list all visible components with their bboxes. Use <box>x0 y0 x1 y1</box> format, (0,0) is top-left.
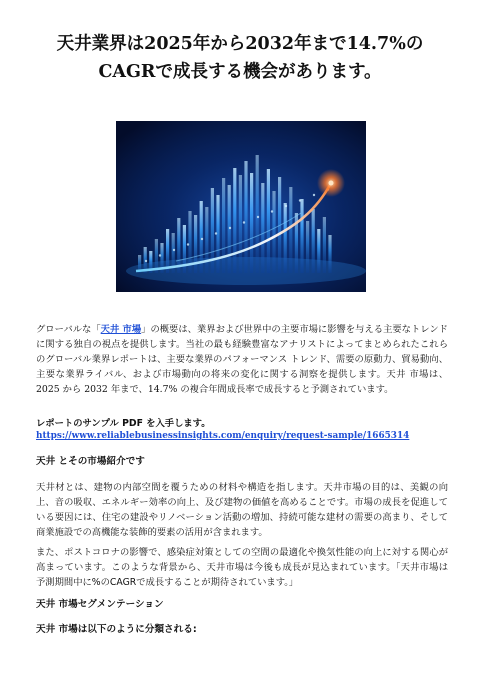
market-link-wrapper[interactable] <box>101 324 141 335</box>
decorative-bar <box>244 161 247 273</box>
title-line-1: 天井業界は2025年から2032年まで14.7%の <box>56 34 424 54</box>
decorative-bar <box>289 187 292 273</box>
cagr-value: 14.7% <box>147 384 178 395</box>
decorative-bar <box>284 203 287 273</box>
intro-prefix: グローバルな「 <box>36 324 101 335</box>
intro-body: 」の概要は、業界および世界中の主要市場に影響を与える主要なトレンドに関する独自の視点を提供します。当社の最も経験豊富なアナリストによってまとめられたこれらのグローバル業界レポートは、主要な業界のパフォーマンス トレンド、需要の原動力、貿易動向、主要な業界ライバル、および市場動向の将来の変化に関する洞察を提供します。天井 市場は、 <box>36 324 448 380</box>
decorative-spark <box>173 249 175 251</box>
decorative-spark <box>243 221 245 223</box>
intro-paragraph <box>36 322 448 397</box>
intro-middle: 年まで、 <box>107 384 148 395</box>
classification-heading: 天井 市場は以下のように分類される: <box>36 624 197 635</box>
decorative-bar <box>250 173 253 273</box>
market-link[interactable]: 天井 市場 <box>100 324 142 335</box>
market-outlook-paragraph: また、ポストコロナの影響で、感染症対策としての空間の最適化や換気性能の向上に対する関心が高まっています。このような背景から、天井市場は今後も成長が見込まれています。「天井市場は予測期間中に%のCAGRで成長することが期待されています。」 <box>36 547 448 588</box>
sample-heading: レポートのサンプル PDF を入手します。 <box>36 418 211 429</box>
intro-suffix: の複合年間成長率で成長すると予測されています。 <box>177 384 394 395</box>
decorative-spark <box>285 205 287 207</box>
decorative-bar <box>317 229 320 273</box>
decorative-bar <box>256 155 259 273</box>
year-start: 2025 <box>36 384 60 395</box>
decorative-bar <box>239 175 242 273</box>
decorative-bar <box>300 199 303 273</box>
decorative-spark <box>271 210 273 212</box>
decorative-spark <box>201 238 203 240</box>
decorative-spark <box>215 232 217 234</box>
decorative-spark <box>299 199 301 201</box>
decorative-bar <box>312 209 315 273</box>
sample-request-link[interactable]: https://www.reliablebusinessinsights.com/enquiry/request-sample/1665314 <box>36 431 410 441</box>
decorative-bar <box>222 178 225 273</box>
decorative-bar <box>267 169 270 273</box>
decorative-spark <box>159 254 161 256</box>
decorative-bar <box>261 183 264 273</box>
decorative-bar <box>306 221 309 273</box>
document-title <box>40 30 440 86</box>
market-intro-heading: 天井 とその市場紹介です <box>36 456 145 467</box>
decorative-spark <box>187 243 189 245</box>
decorative-bar <box>328 235 331 273</box>
intro-from-to: から <box>59 384 85 395</box>
market-description-paragraph: 天井材とは、建物の内部空間を覆うための材料や構造を指します。天井市場の目的は、美観の向上、音の吸収、エネルギー効率の向上、及び建物の価値を高めることです。市場の成長を促進している要因には、住宅の建設やリノベーション活動の増加、持続可能な建材の需要の高まり、そして商業施設での高機能な装飾的要素の活用が含まれます。 <box>36 482 448 538</box>
segmentation-heading: 天井 市場セグメンテーション <box>36 599 164 610</box>
year-end: 2032 <box>84 384 108 395</box>
decorative-bar <box>205 207 208 273</box>
hero-image <box>116 121 366 292</box>
decorative-spark <box>313 194 315 196</box>
title-line-2: CAGRで成長する機会があります。 <box>98 62 382 82</box>
decorative-spark <box>145 260 147 262</box>
decorative-bar <box>233 168 236 273</box>
growth-chart-illustration-icon <box>116 121 366 292</box>
decorative-spark <box>257 216 259 218</box>
decorative-bar <box>272 191 275 273</box>
decorative-spark <box>229 227 231 229</box>
decorative-bar <box>323 217 326 273</box>
